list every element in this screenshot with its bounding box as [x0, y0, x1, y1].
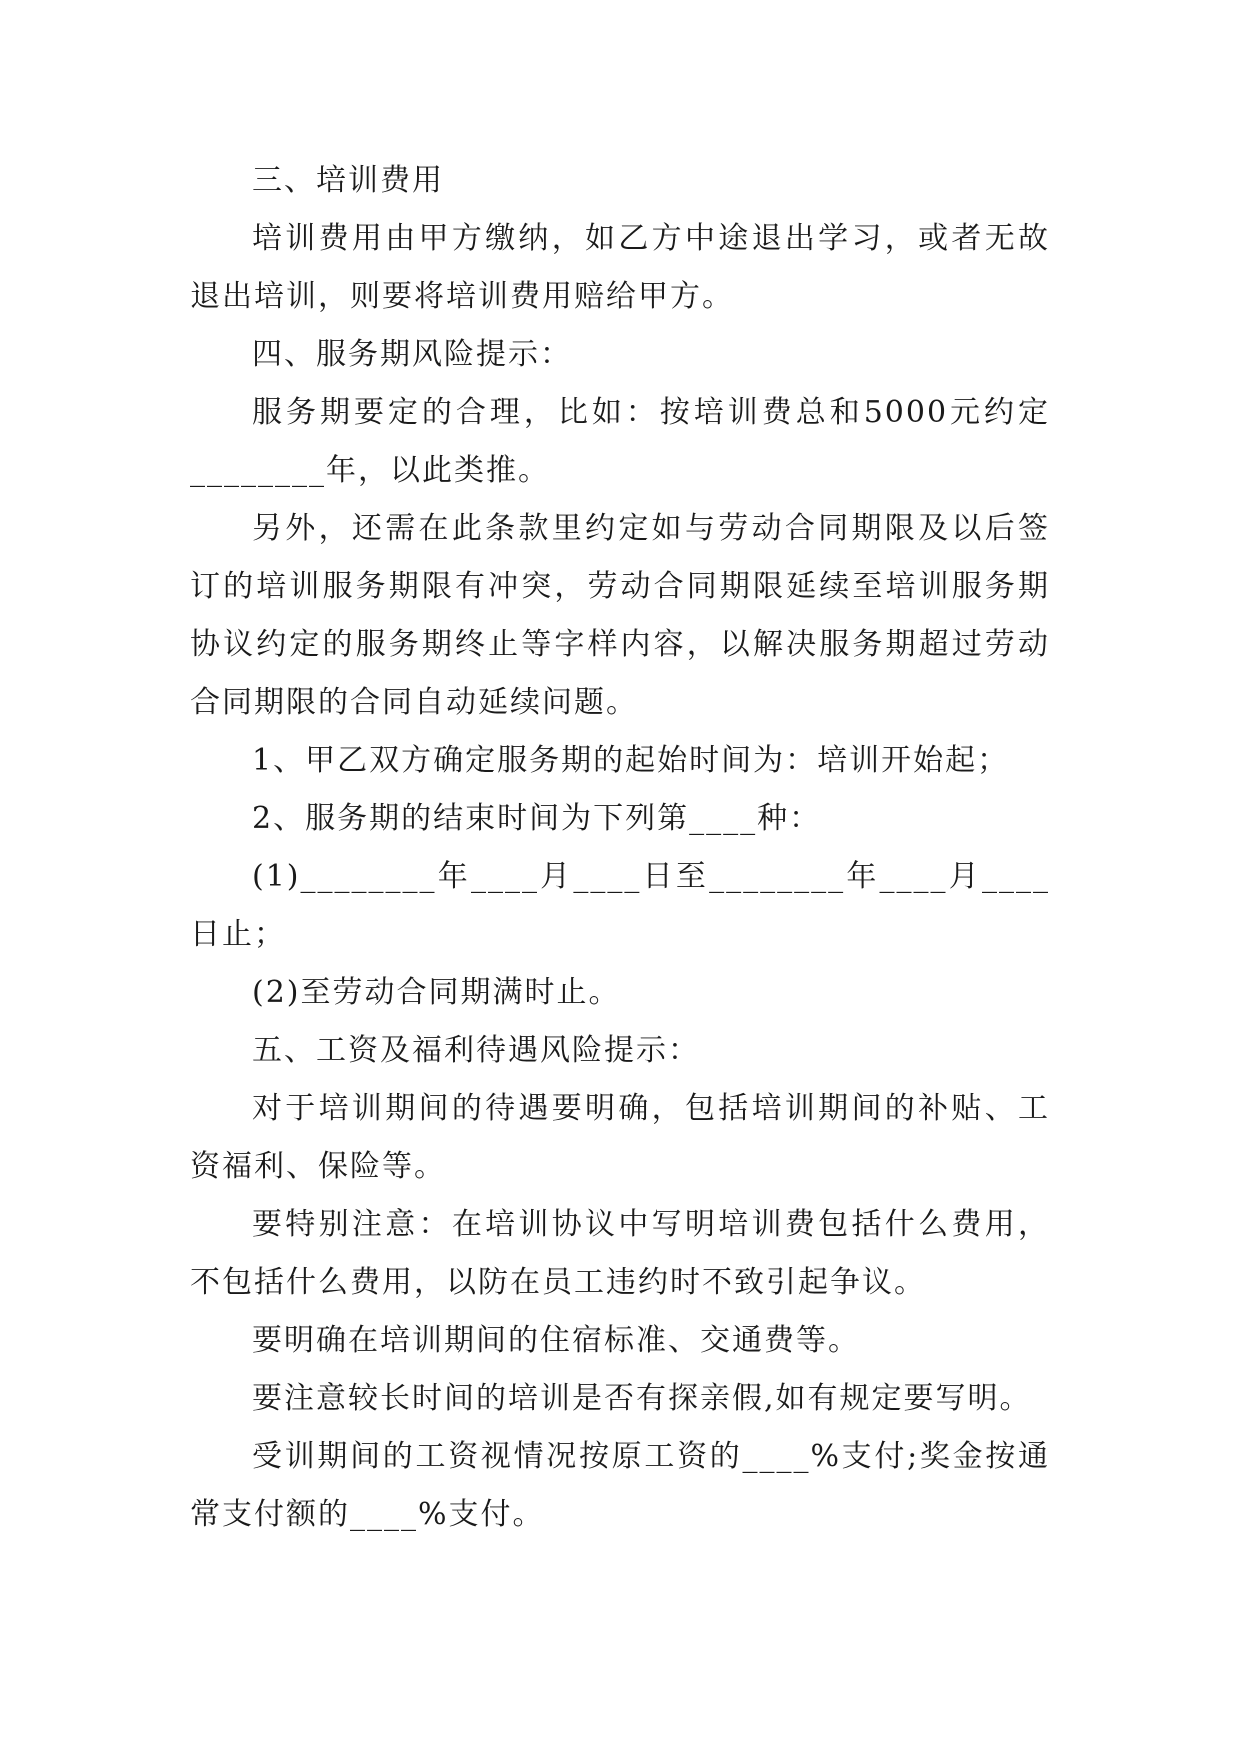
section-heading-training-fees: 三、培训费用 — [252, 163, 444, 198]
document-body — [190, 152, 1050, 1544]
option-date-range: (1)________年____月____日至________年____月____日止； — [190, 859, 1050, 952]
paragraph-service-period-conflict: 另外，还需在此条款里约定如与劳动合同期限及以后签订的培训服务期限有冲突，劳动合同期限延续至培训服务期协议约定的服务期终止等字样内容，以解决服务期超过劳动合同期限的合同自动延续问题。 — [190, 511, 1050, 720]
list-item-start-time: 1、甲乙双方确定服务期的起始时间为：培训开始起； — [252, 743, 1010, 778]
section-heading-service-period: 四、服务期风险提示： — [252, 337, 572, 372]
paragraph-special-note: 要特别注意：在培训协议中写明培训费包括什么费用，不包括什么费用，以防在员工违约时不致引起争议。 — [190, 1207, 1050, 1300]
section-heading-wages-benefits: 五、工资及福利待遇风险提示： — [252, 1033, 700, 1068]
paragraph-training-fees: 培训费用由甲方缴纳，如乙方中途退出学习，或者无故退出培训，则要将培训费用赔给甲方。 — [190, 221, 1050, 314]
paragraph-service-period-example: 服务期要定的合理，比如：按培训费总和5000元约定________年，以此类推。 — [190, 395, 1050, 488]
paragraph-home-leave: 要注意较长时间的培训是否有探亲假,如有规定要写明。 — [252, 1381, 1032, 1416]
paragraph-accommodation: 要明确在培训期间的住宿标准、交通费等。 — [252, 1323, 860, 1358]
paragraph-benefits-clarity: 对于培训期间的待遇要明确，包括培训期间的补贴、工资福利、保险等。 — [190, 1091, 1050, 1184]
list-item-end-time: 2、服务期的结束时间为下列第____种： — [252, 801, 822, 836]
option-contract-expiry: (2)至劳动合同期满时止。 — [252, 975, 621, 1010]
paragraph-wage-percentage: 受训期间的工资视情况按原工资的____%支付;奖金按通常支付额的____%支付。 — [190, 1439, 1050, 1532]
